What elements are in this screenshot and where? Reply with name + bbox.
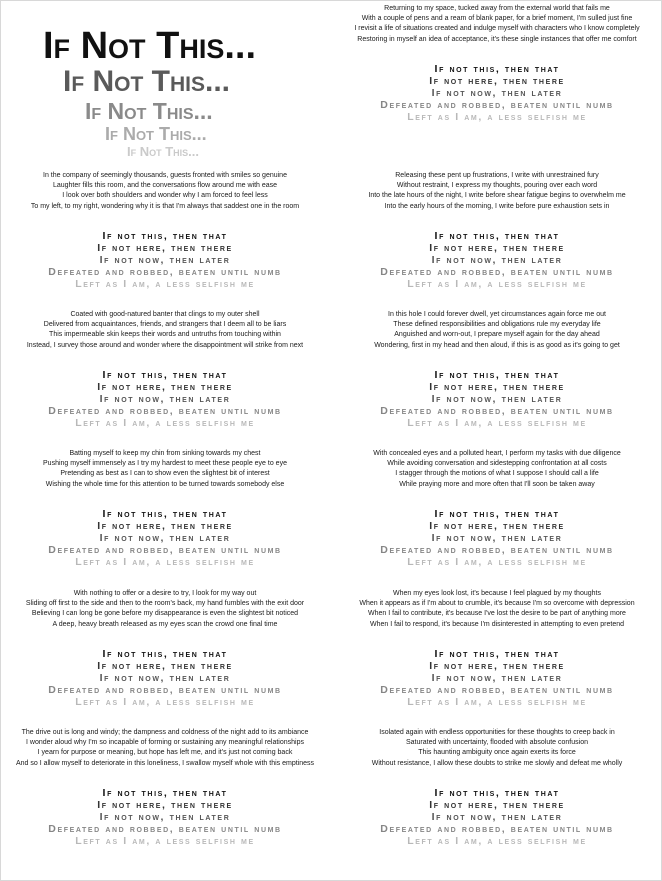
- verse-line: Anguished and worn-out, I prepare myself again for the day ahead: [394, 331, 600, 339]
- verse-line: Restoring in myself an idea of acceptance, it's these single instances that offer me comfort: [357, 35, 637, 43]
- title-line-1: If Not This...: [43, 25, 256, 67]
- stanza-right-6: [337, 728, 657, 847]
- poem-title: [15, 27, 315, 159]
- refrain-line-2: If not here, then there: [429, 798, 565, 811]
- verse-line: Releasing these pent up frustrations, I write with unrestrained fury: [395, 172, 599, 179]
- refrain-line-1: If not this, then that: [102, 786, 228, 799]
- verse-line: These defined responsibilities and obligations rule my everyday life: [393, 321, 601, 329]
- verse-line: This impermeable skin keeps their words and untruths from touching within: [49, 331, 281, 339]
- verse-line: Believing I can long be gone before my disappearance is even the slightest bit noticed: [31, 610, 299, 618]
- refrain-line-2: If not here, then there: [97, 659, 233, 672]
- stanza-right-5: [337, 589, 657, 708]
- refrain: [5, 230, 325, 290]
- refrain: [337, 648, 657, 708]
- verse-line: While praying more and more often that I'll soon be taken away: [399, 480, 595, 488]
- refrain-line-4: Defeated and robbed, beaten until numb: [48, 404, 282, 417]
- stanza-right-4: [337, 449, 657, 568]
- refrain-line-1: If not this, then that: [434, 786, 560, 799]
- stanza-right-1: [337, 4, 657, 123]
- verse-line: Delivered from acquaintances, friends, and strangers that I deem all to be liars: [43, 321, 287, 329]
- verse-line: Returning to my space, tucked away from the external world that fails me: [384, 5, 610, 12]
- verse-line: Without resistance, I allow these doubts to strike me slowly and defeat me wholly: [371, 759, 623, 767]
- verse-line: I look over both shoulders and wonder why I am forced to feel less: [62, 192, 268, 200]
- refrain-line-2: If not here, then there: [97, 519, 233, 532]
- verse-line: In the company of seemingly thousands, guests fronted with smiles so genuine: [43, 172, 287, 179]
- title-line-2: If Not This...: [63, 65, 230, 98]
- refrain-line-2: If not here, then there: [97, 380, 233, 393]
- stanza-left-3: [5, 449, 325, 568]
- refrain-line-3: If not now, then later: [99, 531, 231, 544]
- verse-line: I revisit a life of situations created and indulge myself with characters who I know completely: [354, 25, 640, 33]
- verse-line: With a couple of pens and a ream of blank paper, for a brief moment, I'm sulled just fine: [361, 15, 633, 23]
- refrain-line-2: If not here, then there: [97, 241, 233, 254]
- refrain: [337, 369, 657, 429]
- refrain: [337, 787, 657, 847]
- refrain-line-4: Defeated and robbed, beaten until numb: [380, 822, 614, 835]
- verse-line: When I fail to contribute, it's because I've lost the desire to be part of anything more: [368, 610, 626, 618]
- verse-line: When I fail to respond, it's because I'm disinterested in attempting to even pretend: [369, 620, 625, 628]
- refrain-line-1: If not this, then that: [102, 507, 228, 520]
- verse-line: This haunting ambiguity once again exerts its force: [418, 749, 576, 757]
- refrain-line-3: If not now, then later: [431, 253, 563, 266]
- verse-line: When it appears as if I'm about to crumble, it's because I'm so overcome with depression: [359, 600, 635, 608]
- refrain-line-2: If not here, then there: [429, 74, 565, 87]
- refrain: [5, 369, 325, 429]
- verse-line: With concealed eyes and a polluted heart, I perform my tasks with due diligence: [373, 450, 621, 457]
- refrain-line-5: Left as I am, a less selfish me: [75, 555, 255, 568]
- verse-line: Laughter fills this room, and the conversations flow around me with ease: [52, 182, 278, 190]
- refrain-line-1: If not this, then that: [102, 229, 228, 242]
- refrain-line-3: If not now, then later: [431, 531, 563, 544]
- refrain-line-1: If not this, then that: [434, 368, 560, 381]
- verse-line: With nothing to offer or a desire to try, I look for my way out: [73, 590, 257, 597]
- verse-line: Sliding off first to the side and then to the room's back, my hand fumbles with the exit door: [25, 600, 305, 608]
- refrain-line-5: Left as I am, a less selfish me: [407, 834, 587, 847]
- refrain-line-1: If not this, then that: [434, 647, 560, 660]
- refrain-line-3: If not now, then later: [431, 86, 563, 99]
- refrain-line-1: If not this, then that: [102, 647, 228, 660]
- refrain: [337, 230, 657, 290]
- verse-line: While avoiding conversation and sidestepping confrontation at all costs: [387, 460, 607, 468]
- refrain: [337, 508, 657, 568]
- refrain-line-3: If not now, then later: [99, 671, 231, 684]
- refrain-line-1: If not this, then that: [434, 507, 560, 520]
- verse-line: Wondering, first in my head and then aloud, if this is as good as it's going to get: [374, 341, 620, 349]
- refrain: [5, 787, 325, 847]
- refrain-line-2: If not here, then there: [429, 241, 565, 254]
- refrain-line-4: Defeated and robbed, beaten until numb: [380, 404, 614, 417]
- verse-line: Saturated with uncertainty, flooded with absolute confusion: [406, 739, 588, 747]
- stanza-right-3: [337, 310, 657, 429]
- refrain: [337, 63, 657, 123]
- title-line-4: If Not This...: [105, 124, 207, 144]
- refrain-line-5: Left as I am, a less selfish me: [75, 695, 255, 708]
- refrain-line-5: Left as I am, a less selfish me: [75, 277, 255, 290]
- refrain-line-1: If not this, then that: [434, 229, 560, 242]
- refrain-line-4: Defeated and robbed, beaten until numb: [380, 683, 614, 696]
- refrain-line-4: Defeated and robbed, beaten until numb: [380, 98, 614, 111]
- refrain-line-5: Left as I am, a less selfish me: [75, 416, 255, 429]
- verse-line: The drive out is long and windy; the dampness and coldness of the night add to its ambiance: [21, 729, 309, 736]
- verse-line: Wishing the whole time for this attention to be turned towards somebody else: [45, 480, 285, 488]
- refrain-line-4: Defeated and robbed, beaten until numb: [48, 822, 282, 835]
- verse-line: A deep, heavy breath released as my eyes scan the crowd one final time: [52, 620, 278, 628]
- stanza-left-4: [5, 589, 325, 708]
- stanza-left-1: [5, 171, 325, 290]
- refrain-line-5: Left as I am, a less selfish me: [407, 555, 587, 568]
- verse-line: Into the late hours of the night, I write before shear fatigue begins to overwhelm me: [368, 192, 626, 200]
- refrain-line-4: Defeated and robbed, beaten until numb: [48, 683, 282, 696]
- verse-line: I stagger through the motions of what I suppose I should call a life: [395, 470, 599, 478]
- refrain-line-4: Defeated and robbed, beaten until numb: [48, 265, 282, 278]
- verse-line: Instead, I survey those around and wonder where the disappointment will strike from next: [26, 341, 304, 349]
- refrain-line-2: If not here, then there: [429, 519, 565, 532]
- refrain-line-5: Left as I am, a less selfish me: [75, 834, 255, 847]
- refrain-line-4: Defeated and robbed, beaten until numb: [48, 543, 282, 556]
- refrain: [5, 508, 325, 568]
- refrain-line-5: Left as I am, a less selfish me: [407, 695, 587, 708]
- stanza-left-5: [5, 728, 325, 847]
- refrain-line-5: Left as I am, a less selfish me: [407, 277, 587, 290]
- verse-line: Batting myself to keep my chin from sinking towards my chest: [69, 450, 261, 457]
- stanza-right-2: [337, 171, 657, 290]
- refrain-line-2: If not here, then there: [429, 659, 565, 672]
- verse-line: Isolated again with endless opportunities for these thoughts to creep back in: [379, 729, 615, 736]
- refrain-line-3: If not now, then later: [431, 810, 563, 823]
- refrain-line-3: If not now, then later: [99, 810, 231, 823]
- title-line-5: If Not This...: [127, 144, 199, 159]
- refrain-line-3: If not now, then later: [99, 392, 231, 405]
- verse-line: I wonder aloud why I'm so incapable of forming or sustaining any meaningful relationships: [26, 739, 304, 747]
- refrain-line-4: Defeated and robbed, beaten until numb: [380, 265, 614, 278]
- verse-line: To my left, to my right, wondering why it is that I'm always that saddest one in the room: [30, 202, 300, 210]
- refrain-line-3: If not now, then later: [99, 253, 231, 266]
- refrain-line-1: If not this, then that: [102, 368, 228, 381]
- verse-line: When my eyes look lost, it's because I feel plagued by my thoughts: [393, 590, 601, 597]
- refrain-line-5: Left as I am, a less selfish me: [407, 110, 587, 123]
- refrain-line-2: If not here, then there: [97, 798, 233, 811]
- refrain-line-5: Left as I am, a less selfish me: [407, 416, 587, 429]
- verse-line: And so I allow myself to deteriorate in this loneliness, I swallow myself whole with this emptiness: [15, 759, 315, 767]
- refrain-line-2: If not here, then there: [429, 380, 565, 393]
- verse-line: In this hole I could forever dwell, yet circumstances again force me out: [388, 311, 606, 318]
- refrain-line-3: If not now, then later: [431, 671, 563, 684]
- title-line-3: If Not This...: [85, 98, 213, 124]
- verse-line: I yearn for purpose or meaning, but hope has left me, and it's just not coming back: [37, 749, 293, 757]
- verse-line: Pushing myself immensely as I try my hardest to meet these people eye to eye: [43, 460, 287, 468]
- verse-line: Pretending as best as I can to show even the slightest bit of interest: [60, 470, 270, 478]
- refrain-line-1: If not this, then that: [434, 62, 560, 75]
- verse-line: Without restraint, I express my thoughts, pouring over each word: [396, 182, 598, 190]
- verse-line: Into the early hours of the morning, I write before pure exhaustion sets in: [384, 202, 610, 210]
- refrain-line-3: If not now, then later: [431, 392, 563, 405]
- refrain-line-4: Defeated and robbed, beaten until numb: [380, 543, 614, 556]
- refrain: [5, 648, 325, 708]
- stanza-left-2: [5, 310, 325, 429]
- verse-line: Coated with good-natured banter that clings to my outer shell: [70, 311, 260, 318]
